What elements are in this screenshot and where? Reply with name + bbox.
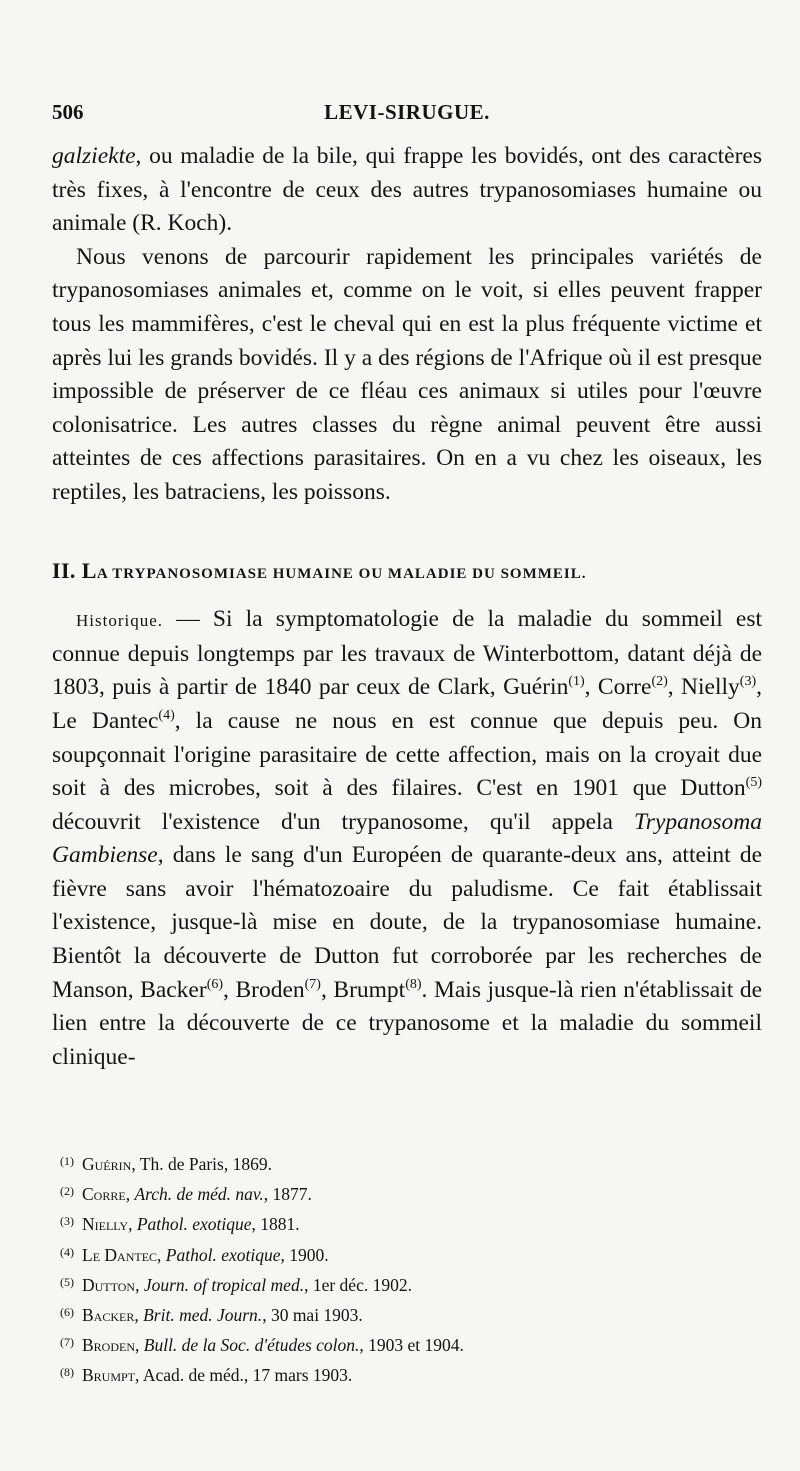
footnote-mark: (4)	[60, 1244, 74, 1259]
footnote-date: , 17 mars 1903.	[243, 1365, 353, 1386]
footnote-source: Journ. of tropical med.	[143, 1274, 305, 1295]
footnote-ref[interactable]: (3)	[739, 674, 757, 690]
footnote-mark: (3)	[60, 1214, 74, 1229]
footnote-date: , 1er déc. 1902.	[304, 1274, 412, 1295]
running-title: LEVI-SIRUGUE.	[324, 100, 490, 124]
term-galziekte: galziekte	[52, 143, 136, 169]
running-header	[52, 100, 762, 132]
footnote-author: Le Dantec	[82, 1244, 158, 1265]
footnote-author: Dutton	[82, 1274, 136, 1295]
footnote-author: Guérin	[82, 1154, 132, 1174]
text-span: , Corre	[584, 674, 652, 701]
footnote-source: Pathol. exotique	[136, 1214, 252, 1235]
footnote-source: Acad. de méd.	[142, 1365, 244, 1386]
footnote-author: Backer	[82, 1305, 135, 1326]
body-text	[52, 140, 762, 1074]
footnote-date: , 1877.	[263, 1184, 312, 1205]
footnote-ref[interactable]: (6)	[206, 976, 224, 992]
footnote-source: Arch. de méd. nav.	[134, 1184, 264, 1205]
footnote-source: Brit. med. Journ.	[143, 1305, 263, 1326]
footnote-mark: (7)	[60, 1335, 74, 1350]
footnote-mark: (8)	[60, 1365, 74, 1380]
paragraph-animal-trypanosomiases: Nous venons de parcourir rapidement les principales variétés de trypanosomiases animales et, comme on le voit, si elles peuvent frapper tous les mammifères, c'est le cheval qui en est la plus fréquente victime et après lui les grands bovidés. Il y a des régions de l'Afrique où il est presque impossible de préserver de ce fléau ces animaux si utiles pour l'œuvre colonisatrice. Les autres classes du règne animal peuvent être aussi atteintes de ces affections parasitaires. On en a vu chez les oiseaux, les reptiles, les batraciens, les poissons.	[52, 243, 762, 505]
text-span: , Broden	[223, 976, 305, 1003]
footnote: $^{(8)}$ Brumpt, Acad. de méd., 17 mars 1903.	[60, 1365, 353, 1386]
footnote-date: , 30 mai 1903.	[262, 1305, 363, 1326]
text-span: , la cause ne nous en est connue que depuis peu. On soupçonnait l'origine parasitaire de cette affection, mais on la croyait due soit à des microbes, soit à des filaires. C'est en 1901 que Dutton	[52, 707, 763, 802]
footnote-date: , 1869.	[223, 1154, 272, 1174]
section-number: II.	[52, 557, 76, 583]
section-initial: L	[81, 557, 97, 583]
footnote-ref[interactable]: (2)	[651, 674, 668, 690]
footnote-date: , 1903 et 1904.	[359, 1335, 464, 1356]
footnote: $^{(1)}$ Guérin, Th. de Paris, 1869.	[60, 1154, 272, 1174]
footnote: $^{(6)}$ Backer, Brit. med. Journ., 30 mai 1903.	[60, 1305, 363, 1326]
species-name: Trypanosoma Gambiense	[52, 808, 762, 869]
text-span: , Nielly	[667, 674, 740, 701]
footnote-author: Nielly	[82, 1214, 129, 1235]
text-span: , Le Dantec	[52, 674, 762, 734]
text-span: , dans le sang d'un Européen de quarante-deux ans, atteint de fièvre sans avoir l'hématozoaire du paludisme. Ce fait établissait l'existence, jusque-là mise en doute, de la trypanosomiase humaine. Bientôt la découverte de Dutton fut corroborée par les recherches de Manson, Backer	[52, 842, 762, 1003]
text-span: Si la symptomatologie de la maladie du sommeil est connue depuis longtemps par les travaux de Winterbottom, datant déjà de 1803, puis à partir de 1840 par ceux de Clark, Guérin	[52, 606, 763, 701]
section-heading	[52, 554, 762, 592]
paragraph-continuation	[52, 140, 762, 241]
text-span: , Brumpt	[320, 976, 406, 1003]
dash: —	[163, 606, 213, 633]
footnote: $^{(3)}$ Nielly, Pathol. exotique, 1881.	[60, 1214, 300, 1235]
footnote-ref[interactable]: (1)	[568, 674, 585, 690]
footnote-source: Pathol. exotique	[165, 1244, 281, 1265]
text-span: . Mais jusque-là rien n'établissait de lien entre la découverte de ce trypanosome et la maladie du sommeil clinique-	[52, 976, 763, 1070]
footnote-source: Th. de Paris	[139, 1154, 224, 1174]
footnote-source: Bull. de la Soc. d'études colon.	[143, 1335, 360, 1356]
footnote-mark: (6)	[60, 1305, 74, 1320]
footnote-author: Corre	[82, 1184, 126, 1205]
paragraph-historique	[52, 603, 762, 1074]
text-span: découvrit l'existence d'un trypanosome, qu'il appela	[52, 808, 635, 835]
footnote-mark: (5)	[60, 1274, 74, 1289]
footnote-ref[interactable]: (7)	[304, 976, 321, 992]
footnote-author: Broden	[82, 1335, 136, 1356]
footnote-mark: (1)	[60, 1154, 74, 1168]
footnote: $^{(5)}$ Dutton, Journ. of tropical med., 1er déc. 1902.	[60, 1274, 412, 1295]
footnote: $^{(2)}$ Corre, Arch. de méd. nav., 1877.	[60, 1184, 312, 1205]
paragraph-text: , ou maladie de la bile, qui frappe les bovidés, ont des caractères très fixes, à l'encontre de ceux des autres trypanosomiases humaine ou animale (R. Koch).	[52, 143, 762, 237]
footnote-mark: (2)	[60, 1184, 74, 1199]
footnote-ref[interactable]: (5)	[745, 775, 762, 791]
footnote-ref[interactable]: (4)	[158, 708, 175, 724]
footnote-date: , 1900.	[280, 1244, 329, 1265]
footnote-ref[interactable]: (8)	[405, 976, 422, 992]
footnote: $^{(7)}$ Broden, Bull. de la Soc. d'études colon., 1903 et 1904.	[60, 1335, 464, 1356]
footnote: $^{(4)}$ Le Dantec, Pathol. exotique, 1900.	[60, 1244, 329, 1265]
section-title: A TRYPANOSOMIASE HUMAINE OU MALADIE DU SOMMEIL.	[96, 565, 587, 582]
footnote-author: Brumpt	[82, 1365, 136, 1386]
historique-label: Historique.	[76, 611, 164, 631]
footnote-date: , 1881.	[251, 1214, 300, 1235]
footnotes	[60, 1148, 760, 1390]
page-number: 506	[52, 100, 84, 124]
